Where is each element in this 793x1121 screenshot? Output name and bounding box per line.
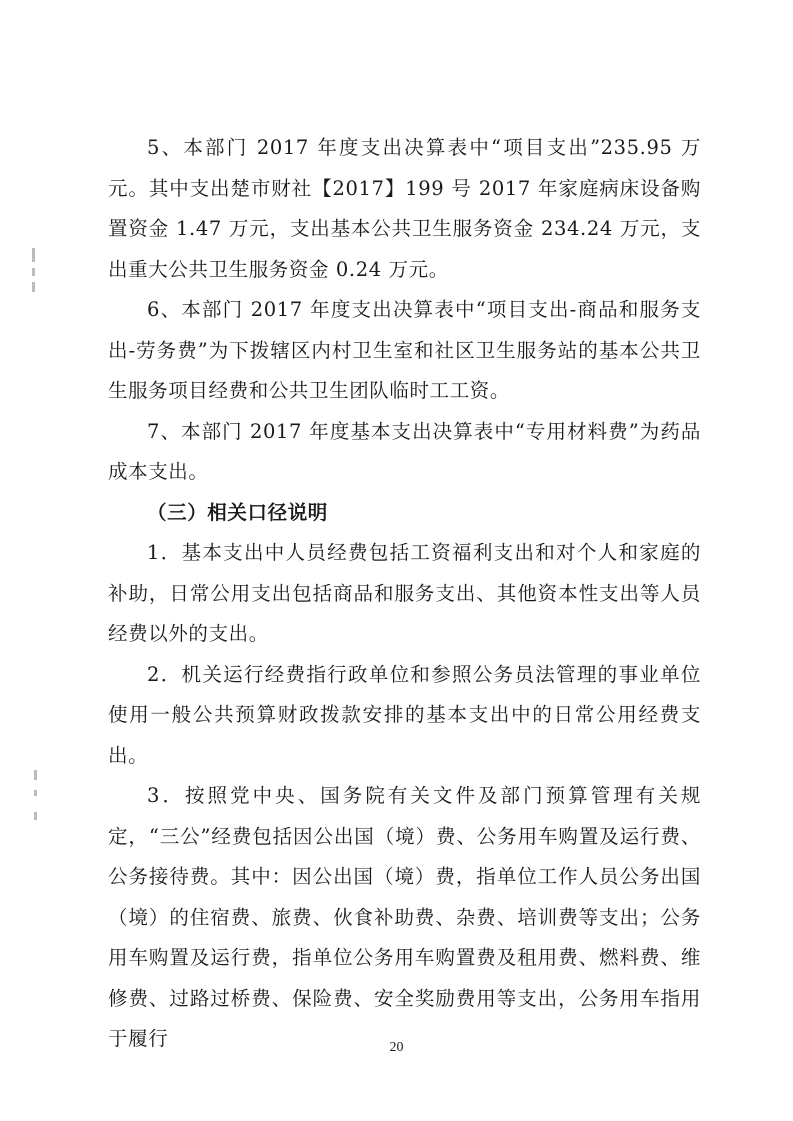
- scan-artifact: [34, 770, 37, 780]
- page-number: 20: [389, 1040, 404, 1055]
- paragraph: 5、本部门 2017 年度支出决算表中“项目支出”235.95 万元。其中支出楚市财社【2017】199 号 2017 年家庭病床设备购置资金 1.47 万元，支出基本公共卫生服务资金 234.24 万元，支出重大公共卫生服务资金 0.24 万元。: [108, 136, 701, 281]
- section-heading: （三）相关口径说明: [147, 500, 328, 524]
- scan-artifact: [34, 812, 37, 820]
- paragraph: 6、本部门 2017 年度支出决算表中“项目支出-商品和服务支出-劳务费”为下拨辖区内村卫生室和社区卫生服务站的基本公共卫生服务项目经费和公共卫生团队临时工工资。: [108, 298, 701, 402]
- paragraph: 1．基本支出中人员经费包括工资福利支出和对个人和家庭的补助，日常公用支出包括商品和服务支出、其他资本性支出等人员经费以外的支出。: [108, 541, 701, 645]
- body-text: [108, 128, 701, 1060]
- scan-artifact: [32, 282, 35, 292]
- scan-artifact: [32, 268, 35, 276]
- paragraph: 2．机关运行经费指行政单位和参照公务员法管理的事业单位使用一般公共预算财政拨款安排的基本支出中的日常公用经费支出。: [108, 662, 701, 767]
- scan-artifact: [34, 790, 37, 796]
- paragraph: 7、本部门 2017 年度基本支出决算表中“专用材料费”为药品成本支出。: [108, 419, 701, 483]
- scan-artifact: [32, 248, 35, 262]
- paragraph: 3．按照党中央、国务院有关文件及部门预算管理有关规定，“三公”经费包括因公出国（境）费、公务用车购置及运行费、公务接待费。其中：因公出国（境）费，指单位工作人员公务出国（境）的住宿费、旅费、伙食补助费、杂费、培训费等支出；公务用车购置及运行费，指单位公务用车购置费及租用费、燃料费、维修费、过路过桥费、保险费、安全奖励费用等支出，公务用车指用于履行: [108, 784, 701, 1050]
